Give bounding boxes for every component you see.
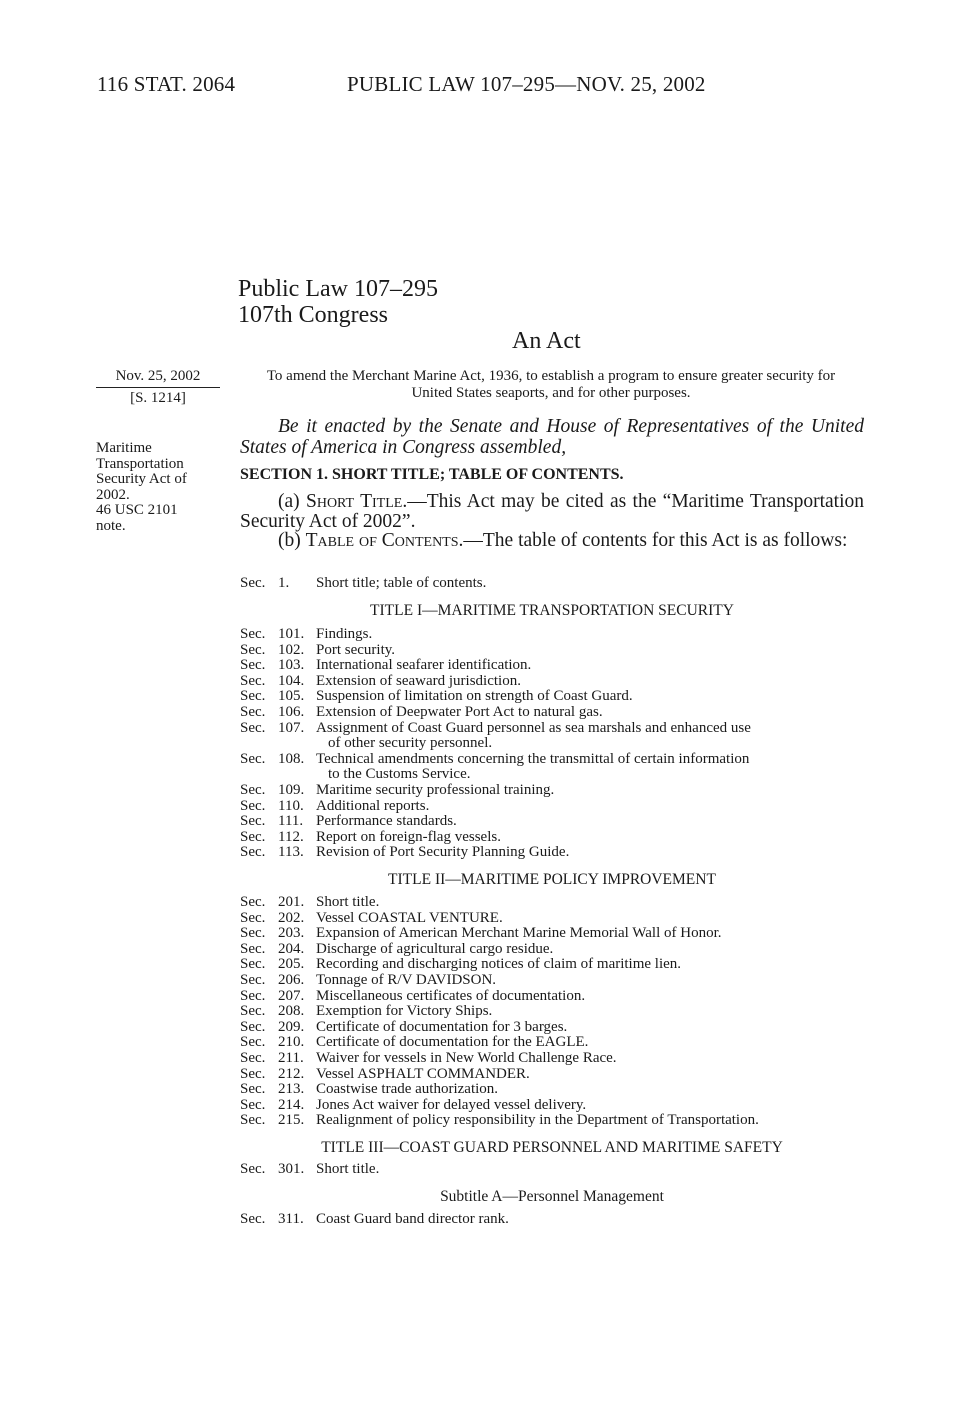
act-purpose: To amend the Merchant Marine Act, 1936, to establish a program to ensure greater security for United States seaports, and for other purposes. xyxy=(266,368,836,401)
sec-label: Sec. xyxy=(240,1211,266,1227)
section-heading: SECTION 1. SHORT TITLE; TABLE OF CONTENTS. xyxy=(240,466,624,483)
margin-note-line: note. xyxy=(96,517,126,534)
sec-number: 110. xyxy=(278,797,304,814)
sec-label: Sec. xyxy=(240,688,266,705)
sec-number: 113. xyxy=(278,844,304,861)
sec-label: Sec. xyxy=(240,971,266,988)
sec-title-text: Discharge of agricultural cargo residue. xyxy=(316,940,554,957)
sec-title-text: Waiver for vessels in New World Challenge Race. xyxy=(316,1049,617,1066)
sec-title-continuation: of other security personnel. xyxy=(328,735,493,752)
sec-number: 202. xyxy=(278,909,305,926)
sec-title-text: Assignment of Coast Guard personnel as sea marshals and enhanced use xyxy=(316,719,751,736)
sec-title-text: Short title. xyxy=(316,1161,380,1177)
toc-entry xyxy=(240,643,864,659)
sec-number: 213. xyxy=(278,1081,305,1098)
sec-title xyxy=(316,973,864,989)
sec-number: 103. xyxy=(278,657,305,674)
sec-title-text: Recording and discharging notices of claim of maritime lien. xyxy=(316,956,682,973)
toc-entry xyxy=(240,942,864,958)
margin-note-line: Transportation xyxy=(96,455,184,472)
toc-entry xyxy=(240,989,864,1005)
sec-number: 112. xyxy=(278,828,304,845)
toc-intro xyxy=(240,576,864,592)
sec-label: Sec. xyxy=(240,641,266,658)
sec-label: Sec. xyxy=(240,626,266,642)
sec-title-continuation: to the Customs Service. xyxy=(328,766,471,783)
enactment-date-box xyxy=(96,368,220,407)
sec-number: 1. xyxy=(278,575,290,591)
toc-entry xyxy=(240,830,864,846)
sec-number: 208. xyxy=(278,1003,305,1020)
sec-number: 215. xyxy=(278,1112,305,1129)
sec-title-text: Certificate of documentation for 3 barges. xyxy=(316,1018,568,1035)
sec-number: 206. xyxy=(278,971,305,988)
sec-title-text: Maritime security professional training. xyxy=(316,781,555,798)
sec-number: 209. xyxy=(278,1018,305,1035)
sec-title-text: Short title. xyxy=(316,894,380,910)
sec-number: 207. xyxy=(278,987,305,1004)
title-3-list xyxy=(240,1162,864,1178)
sec-number: 109. xyxy=(278,781,305,798)
sec-label: Sec. xyxy=(240,956,266,973)
sec-title-text: International seafarer identification. xyxy=(316,657,532,674)
sec-number: 212. xyxy=(278,1065,305,1082)
sec-title-text: Expansion of American Merchant Marine Memorial Wall of Honor. xyxy=(316,925,722,942)
sec-label: Sec. xyxy=(240,925,266,942)
sec-title xyxy=(316,1067,864,1083)
running-title: PUBLIC LAW 107–295—NOV. 25, 2002 xyxy=(347,72,706,96)
sec-title xyxy=(316,658,864,674)
sec-title xyxy=(316,1212,864,1228)
sec-number: 211. xyxy=(278,1049,304,1066)
toc-entry xyxy=(240,1004,864,1020)
subtitle-a-list xyxy=(240,1212,864,1228)
sec-label: Sec. xyxy=(240,1161,266,1177)
sec-title xyxy=(316,926,864,942)
sec-number: 205. xyxy=(278,956,305,973)
sec-label: Sec. xyxy=(240,1065,266,1082)
sec-label: Sec. xyxy=(240,1003,266,1020)
sec-title-text: Certificate of documentation for the EAGLE. xyxy=(316,1034,589,1051)
toc-entry xyxy=(240,1098,864,1114)
sec-title-text: Extension of Deepwater Port Act to natural gas. xyxy=(316,703,603,720)
sec-label: Sec. xyxy=(240,1049,266,1066)
toc-entry xyxy=(240,845,864,861)
sec-number: 214. xyxy=(278,1096,305,1113)
sec-number: 210. xyxy=(278,1034,305,1051)
sec-title-text: Realignment of policy responsibility in the Department of Transportation. xyxy=(316,1112,759,1129)
toc-entry xyxy=(240,783,864,799)
sec-label: Sec. xyxy=(240,940,266,957)
margin-note-line: 46 USC 2101 xyxy=(96,502,178,518)
title-2-list xyxy=(240,895,864,1129)
sec-label: Sec. xyxy=(240,844,266,861)
title-1-heading: TITLE I—MARITIME TRANSPORTATION SECURITY xyxy=(370,602,734,619)
sec-number: 108. xyxy=(278,750,305,767)
sec-number: 111. xyxy=(278,813,304,830)
sec-label: Sec. xyxy=(240,813,266,830)
sec-label: Sec. xyxy=(240,1112,266,1129)
toc-entry xyxy=(240,895,864,911)
sec-number: 301. xyxy=(278,1161,305,1177)
sec-title xyxy=(316,627,864,643)
sec-title xyxy=(316,705,864,721)
sec-title xyxy=(316,1082,864,1098)
sec-label: Sec. xyxy=(240,987,266,1004)
sec-number: 102. xyxy=(278,641,305,658)
sec-label: Sec. xyxy=(240,1081,266,1098)
toc-entry xyxy=(240,1212,864,1228)
para-label: (b) xyxy=(278,530,306,551)
toc-entry xyxy=(240,627,864,643)
enacting-clause: Be it enacted by the Senate and House of Representatives of the United States of America in Congress assembled, xyxy=(240,416,864,458)
para-text: .—The table of contents for this Act is as follows: xyxy=(458,530,848,551)
sec-title-text: Findings. xyxy=(316,626,373,642)
para-label: (a) xyxy=(278,491,306,512)
subtitle-a-heading: Subtitle A—Personnel Management xyxy=(440,1188,664,1205)
margin-note-line: Maritime xyxy=(96,440,152,456)
para-caption: Table of Contents xyxy=(305,530,459,551)
sec-title xyxy=(316,721,864,752)
title-2-heading: TITLE II—MARITIME POLICY IMPROVEMENT xyxy=(388,871,716,888)
enactment-date: Nov. 25, 2002 xyxy=(96,368,220,388)
title-3-heading: TITLE III—COAST GUARD PERSONNEL AND MARITIME SAFETY xyxy=(321,1139,783,1156)
congress-label: 107th Congress xyxy=(238,302,388,328)
toc-entry xyxy=(240,1162,864,1178)
sec-label: Sec. xyxy=(240,719,266,736)
para-caption: Short Title xyxy=(305,491,403,512)
toc-entry xyxy=(240,658,864,674)
sec-label: Sec. xyxy=(240,672,266,689)
sec-title-text: Additional reports. xyxy=(316,797,430,814)
sec-title xyxy=(316,689,864,705)
sec-label: Sec. xyxy=(240,575,266,591)
act-label: An Act xyxy=(512,328,581,354)
sec-title xyxy=(316,1004,864,1020)
sec-title xyxy=(316,1035,864,1051)
sec-title-text: Short title; table of contents. xyxy=(316,575,487,591)
sec-title xyxy=(316,989,864,1005)
short-title-paragraph xyxy=(240,492,864,531)
sec-number: 101. xyxy=(278,626,305,642)
sec-title xyxy=(316,1051,864,1067)
toc-entry xyxy=(240,1082,864,1098)
sec-number: 203. xyxy=(278,925,305,942)
toc-entry xyxy=(240,1067,864,1083)
sec-title xyxy=(316,895,864,911)
sec-label: Sec. xyxy=(240,1096,266,1113)
toc-paragraph xyxy=(240,531,864,551)
sec-title xyxy=(316,783,864,799)
sec-title xyxy=(316,830,864,846)
sec-title xyxy=(316,643,864,659)
sec-label: Sec. xyxy=(240,1034,266,1051)
sec-label: Sec. xyxy=(240,894,266,910)
sec-title-text: Jones Act waiver for delayed vessel delivery. xyxy=(316,1096,587,1113)
sec-label: Sec. xyxy=(240,828,266,845)
sec-label: Sec. xyxy=(240,781,266,798)
sec-title xyxy=(316,1098,864,1114)
sec-title xyxy=(316,942,864,958)
toc-entry xyxy=(240,1051,864,1067)
sec-title xyxy=(316,911,864,927)
sec-label: Sec. xyxy=(240,657,266,674)
sec-title xyxy=(316,845,864,861)
sec-number: 107. xyxy=(278,719,305,736)
para-text: .—This Act may be cited as the “Maritime Transportation Security Act of 2002”. xyxy=(240,491,864,532)
sec-label: Sec. xyxy=(240,797,266,814)
sec-title-text: Coast Guard band director rank. xyxy=(316,1211,509,1227)
sec-number: 104. xyxy=(278,672,305,689)
toc-entry xyxy=(240,576,864,592)
sec-title xyxy=(316,674,864,690)
toc-entry xyxy=(240,799,864,815)
sec-title xyxy=(316,576,864,592)
sec-title xyxy=(316,957,864,973)
toc-entry xyxy=(240,705,864,721)
sec-label: Sec. xyxy=(240,750,266,767)
public-law-number: Public Law 107–295 xyxy=(238,276,438,302)
sec-title xyxy=(316,752,864,783)
sec-title-text: Report on foreign-flag vessels. xyxy=(316,828,501,845)
sec-title-text: Suspension of limitation on strength of Coast Guard. xyxy=(316,688,633,705)
margin-note-line: Security Act of xyxy=(96,471,187,487)
sec-title-text: Miscellaneous certificates of documentation. xyxy=(316,987,586,1004)
sec-number: 106. xyxy=(278,703,305,720)
toc-entry xyxy=(240,721,864,752)
sec-label: Sec. xyxy=(240,1018,266,1035)
toc-entry xyxy=(240,1020,864,1036)
margin-note-line: 2002. xyxy=(96,486,130,503)
toc-entry xyxy=(240,911,864,927)
toc-entry xyxy=(240,926,864,942)
sec-number: 201. xyxy=(278,894,305,910)
sec-title-text: Vessel ASPHALT COMMANDER. xyxy=(316,1065,530,1082)
toc-entry xyxy=(240,689,864,705)
sec-label: Sec. xyxy=(240,909,266,926)
toc-entry xyxy=(240,957,864,973)
sec-title-text: Coastwise trade authorization. xyxy=(316,1081,499,1098)
toc-entry xyxy=(240,674,864,690)
margin-note xyxy=(96,441,187,534)
page-stat-citation: 116 STAT. 2064 xyxy=(97,72,236,96)
toc-entry xyxy=(240,814,864,830)
sec-title-text: Exemption for Victory Ships. xyxy=(316,1003,493,1020)
toc-entry xyxy=(240,1035,864,1051)
sec-title-text: Revision of Port Security Planning Guide. xyxy=(316,844,570,861)
sec-title-text: Port security. xyxy=(316,641,396,658)
sec-title-text: Tonnage of R/V DAVIDSON. xyxy=(316,971,497,988)
sec-title-text: Technical amendments concerning the transmittal of certain information xyxy=(316,750,750,767)
sec-title-text: Extension of seaward jurisdiction. xyxy=(316,672,521,689)
sec-title xyxy=(316,1113,864,1129)
toc-entry xyxy=(240,752,864,783)
sec-title xyxy=(316,814,864,830)
sec-title-text: Performance standards. xyxy=(316,813,457,830)
sec-number: 311. xyxy=(278,1211,304,1227)
sec-label: Sec. xyxy=(240,703,266,720)
sec-number: 105. xyxy=(278,688,305,705)
sec-title xyxy=(316,799,864,815)
bill-number: [S. 1214] xyxy=(130,390,186,406)
toc-entry xyxy=(240,1113,864,1129)
toc-entry xyxy=(240,973,864,989)
sec-title-text: Vessel COASTAL VENTURE. xyxy=(316,909,503,926)
sec-title xyxy=(316,1020,864,1036)
sec-number: 204. xyxy=(278,940,305,957)
sec-title xyxy=(316,1162,864,1178)
title-1-list xyxy=(240,627,864,861)
